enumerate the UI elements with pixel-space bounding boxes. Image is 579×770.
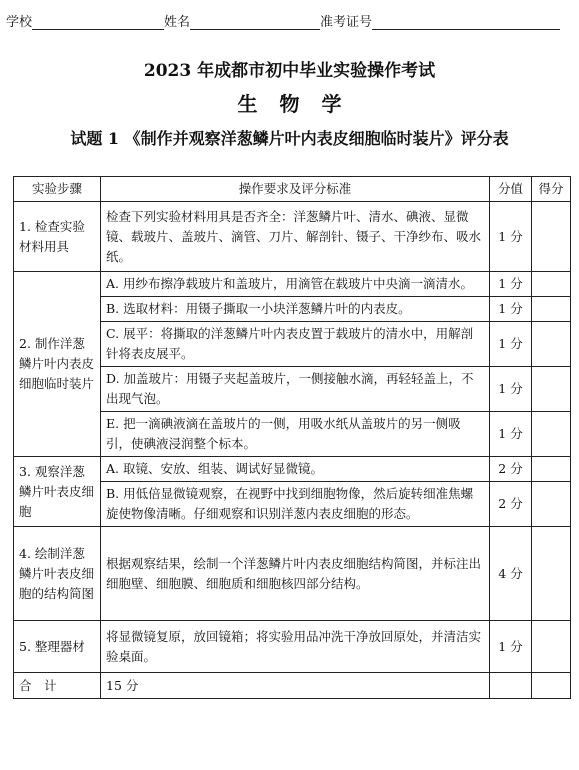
step-score: 1 分 bbox=[490, 202, 532, 272]
step-score: 1 分 bbox=[490, 297, 532, 322]
table-row bbox=[14, 527, 571, 621]
step-requirement: A. 用纱布擦净载玻片和盖玻片，用滴管在载玻片中央滴一滴清水。 bbox=[101, 272, 490, 297]
step-name: 3. 观察洋葱鳞片叶表皮细胞 bbox=[14, 457, 101, 527]
step-name: 5. 整理器材 bbox=[14, 621, 101, 673]
total-earned-cell[interactable] bbox=[532, 673, 571, 699]
step-requirement: 根据观察结果，绘制一个洋葱鳞片叶内表皮细胞结构简图，并标注出细胞壁、细胞膜、细胞质和细胞核四部分结构。 bbox=[101, 527, 490, 621]
exam-number-blank[interactable] bbox=[372, 15, 560, 30]
header-step: 实验步骤 bbox=[14, 177, 101, 202]
score-earned-cell[interactable] bbox=[532, 202, 571, 272]
step-requirement: E. 把一滴碘液滴在盖玻片的一侧，用吸水纸从盖玻片的另一侧吸引，使碘液浸润整个标本。 bbox=[101, 412, 490, 457]
step-requirement: B. 用低倍显微镜观察，在视野中找到细胞物像，然后旋转细准焦螺旋使物像清晰。仔细观察和识别洋葱内表皮细胞的形态。 bbox=[101, 482, 490, 527]
step-score: 1 分 bbox=[490, 412, 532, 457]
school-blank[interactable] bbox=[32, 15, 164, 30]
exam-info-line bbox=[6, 8, 576, 30]
table-row bbox=[14, 202, 571, 272]
total-value: 15 分 bbox=[101, 673, 490, 699]
step-requirement: 检查下列实验材料用具是否齐全：洋葱鳞片叶、清水、碘液、显微镜、载玻片、盖玻片、滴管、刀片、解剖针、镊子、干净纱布、吸水纸。 bbox=[101, 202, 490, 272]
school-label: 学校 bbox=[6, 15, 33, 30]
header-score-value: 分值 bbox=[490, 177, 532, 202]
step-score: 1 分 bbox=[490, 621, 532, 673]
step-score: 2 分 bbox=[490, 482, 532, 527]
score-earned-cell[interactable] bbox=[532, 621, 571, 673]
exam-title: 2023 年成都市初中毕业实验操作考试 bbox=[143, 61, 436, 81]
score-earned-cell[interactable] bbox=[532, 412, 571, 457]
score-earned-cell[interactable] bbox=[532, 367, 571, 412]
step-requirement: 将显微镜复原，放回镜箱；将实验用品冲洗干净放回原处，并清洁实验桌面。 bbox=[101, 621, 490, 673]
step-score: 1 分 bbox=[490, 272, 532, 297]
step-requirement: A. 取镜、安放、组装、调试好显微镜。 bbox=[101, 457, 490, 482]
subject-title: 生物学 bbox=[237, 92, 364, 116]
table-row bbox=[14, 457, 571, 482]
header-score-earned: 得分 bbox=[532, 177, 571, 202]
step-score: 2 分 bbox=[490, 457, 532, 482]
table-header-row bbox=[14, 177, 571, 202]
total-score-cell bbox=[490, 673, 532, 699]
step-score: 1 分 bbox=[490, 322, 532, 367]
step-requirement: C. 展平：将撕取的洋葱鳞片叶内表皮置于载玻片的清水中，用解剖针将表皮展平。 bbox=[101, 322, 490, 367]
step-name: 1. 检查实验材料用具 bbox=[14, 202, 101, 272]
question-title: 试题 1 《制作并观察洋葱鳞片叶内表皮细胞临时装片》评分表 bbox=[70, 129, 509, 148]
step-requirement: B. 选取材料：用镊子撕取一小块洋葱鳞片叶的内表皮。 bbox=[101, 297, 490, 322]
score-earned-cell[interactable] bbox=[532, 297, 571, 322]
score-earned-cell[interactable] bbox=[532, 527, 571, 621]
name-blank[interactable] bbox=[190, 15, 320, 30]
step-score: 1 分 bbox=[490, 367, 532, 412]
step-requirement: D. 加盖玻片：用镊子夹起盖玻片，一侧接触水滴，再轻轻盖上，不出现气泡。 bbox=[101, 367, 490, 412]
score-earned-cell[interactable] bbox=[532, 322, 571, 367]
total-label: 合 计 bbox=[14, 673, 101, 699]
step-name: 2. 制作洋葱鳞片叶内表皮细胞临时装片 bbox=[14, 272, 101, 457]
step-score: 4 分 bbox=[490, 527, 532, 621]
score-earned-cell[interactable] bbox=[532, 482, 571, 527]
table-row bbox=[14, 272, 571, 297]
name-label: 姓名 bbox=[164, 15, 191, 30]
total-row bbox=[14, 673, 571, 699]
header-requirements: 操作要求及评分标准 bbox=[101, 177, 490, 202]
scoring-table bbox=[13, 176, 571, 699]
score-earned-cell[interactable] bbox=[532, 272, 571, 297]
exam-number-label: 准考证号 bbox=[320, 15, 373, 30]
table-row bbox=[14, 621, 571, 673]
step-name: 4. 绘制洋葱鳞片叶表皮细胞的结构简图 bbox=[14, 527, 101, 621]
score-earned-cell[interactable] bbox=[532, 457, 571, 482]
